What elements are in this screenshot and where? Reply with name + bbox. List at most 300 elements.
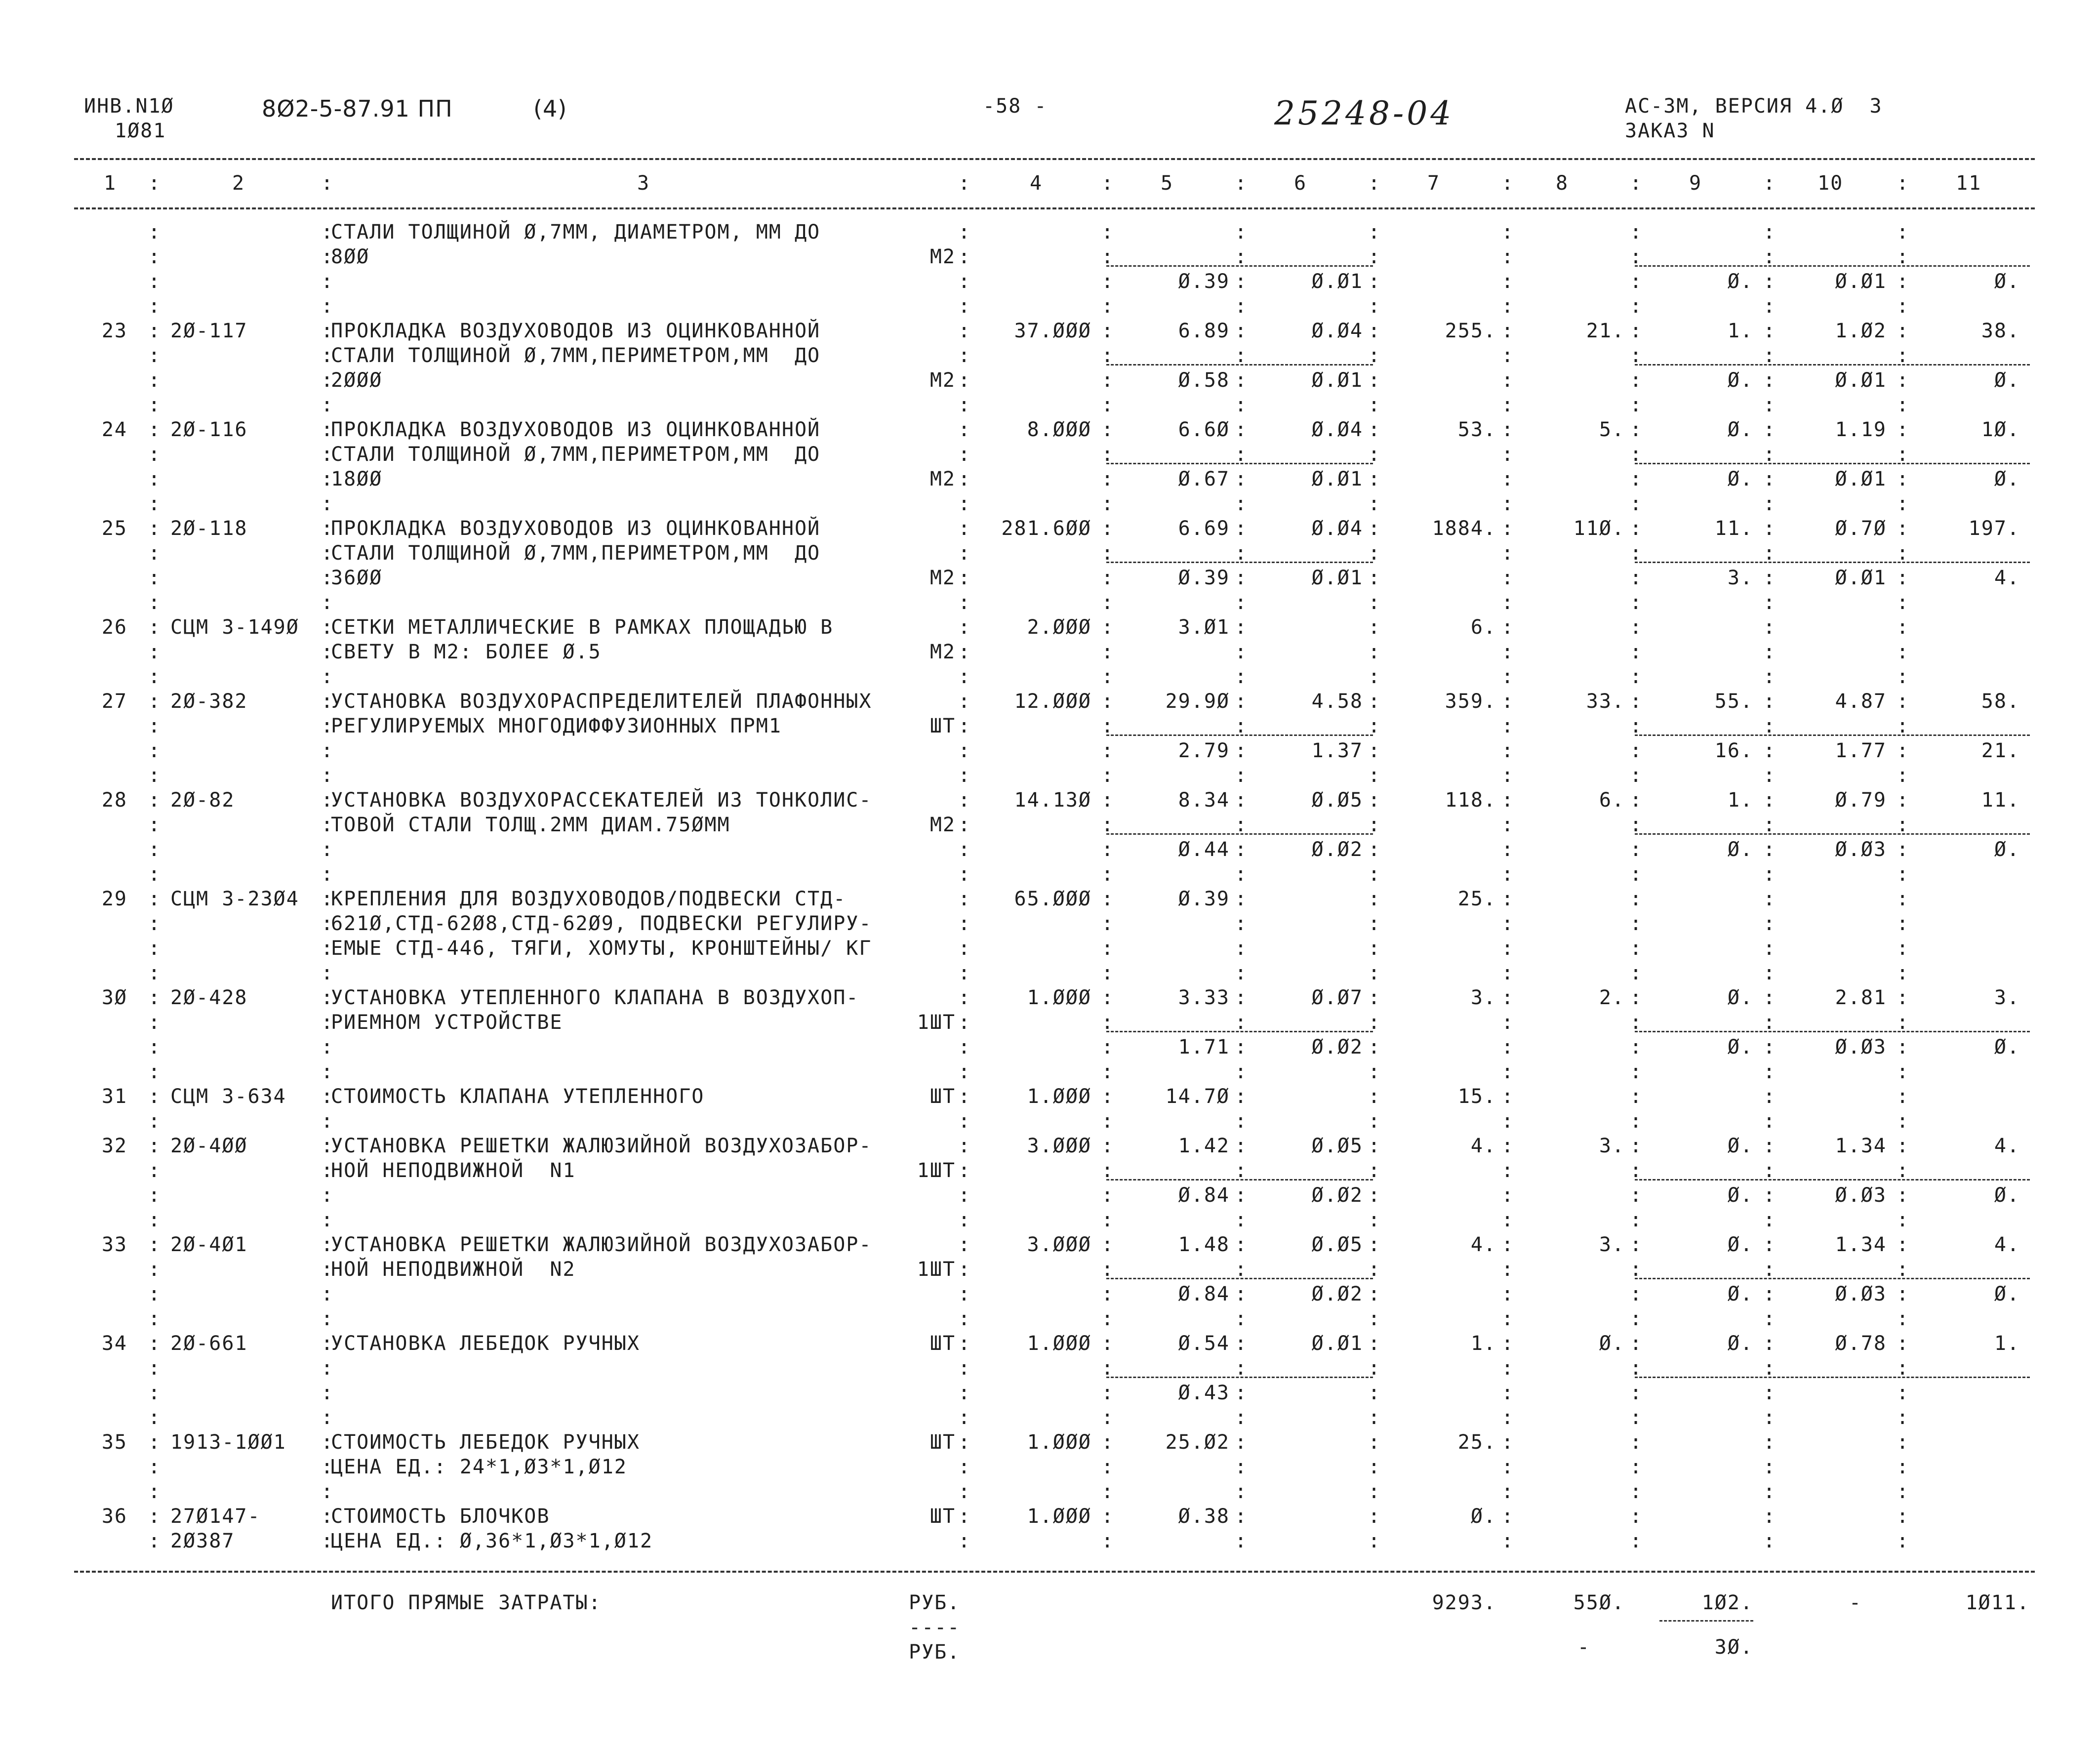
column-separator: : — [148, 369, 161, 392]
row-value-c10: Ø.78 — [1835, 1332, 1887, 1355]
row-description: СТАЛИ ТОЛЩИНОЙ Ø,7ММ,ПЕРИМЕТРОМ,ММ ДО — [331, 443, 821, 466]
row-sub-value-c10: Ø.Ø1 — [1835, 567, 1887, 589]
column-separator: : — [1763, 665, 1776, 688]
row-unit: 1ШТ — [917, 1011, 956, 1034]
column-separator: : — [1763, 221, 1776, 244]
column-separator: : — [1235, 962, 1247, 984]
column-separator: : — [321, 888, 333, 910]
column-separator: : — [148, 1456, 161, 1478]
row-value-c8: 2. — [1599, 986, 1625, 1009]
column-separator: : — [1235, 1283, 1247, 1305]
row-code: СЦМ 3-149Ø — [170, 616, 299, 639]
column-separator: : — [321, 1110, 333, 1133]
column-separator: : — [321, 172, 333, 195]
row-value-c7: 255. — [1445, 320, 1496, 342]
column-separator: : — [1501, 344, 1514, 367]
column-separator: : — [1368, 814, 1380, 836]
column-separator: : — [1235, 863, 1247, 886]
column-separator: : — [148, 517, 161, 540]
column-separator: : — [1763, 1332, 1776, 1355]
column-separator: : — [1101, 641, 1114, 663]
column-separator: : — [148, 394, 161, 416]
column-separator: : — [958, 1505, 970, 1528]
column-separator: : — [321, 344, 333, 367]
column-separator: : — [148, 1060, 161, 1083]
column-separator: : — [321, 320, 333, 342]
column-separator: : — [1235, 468, 1247, 490]
column-separator: : — [321, 245, 333, 268]
row-value-c11: 11. — [1981, 789, 2020, 812]
column-separator: : — [1101, 1283, 1114, 1305]
column-separator: : — [148, 1209, 161, 1231]
column-header-9: 9 — [1689, 172, 1702, 195]
row-sub-value-c5: Ø.44 — [1178, 838, 1230, 861]
column-separator: : — [148, 1159, 161, 1182]
column-separator: : — [1235, 1357, 1247, 1380]
column-separator: : — [1897, 789, 1909, 812]
row-value-c8: 3. — [1599, 1135, 1625, 1157]
row-quantity: 12.ØØØ — [1014, 690, 1091, 713]
column-separator: : — [1763, 245, 1776, 268]
column-separator: : — [1630, 641, 1642, 663]
column-separator: : — [1235, 1184, 1247, 1207]
column-separator: : — [1897, 1480, 1909, 1503]
row-value-c9: 1. — [1727, 789, 1753, 812]
column-separator: : — [1763, 1530, 1776, 1552]
row-sub-value-c9: Ø. — [1727, 270, 1753, 293]
row-value-c10: 1.34 — [1835, 1233, 1887, 1256]
row-description: РЕГУЛИРУЕМЫХ МНОГОДИФФУЗИОННЫХ ПРМ1 — [331, 715, 782, 737]
column-separator: : — [1501, 1431, 1514, 1454]
order-label: ЗАКАЗ N — [1625, 120, 1715, 142]
column-separator: : — [1368, 468, 1380, 490]
row-value-c5: 3.33 — [1178, 986, 1230, 1009]
column-separator: : — [321, 270, 333, 293]
column-separator: : — [1630, 591, 1642, 614]
column-separator: : — [321, 814, 333, 836]
column-separator: : — [1630, 295, 1642, 318]
row-sub-value-c5: Ø.58 — [1178, 369, 1230, 392]
row-quantity: 3.ØØØ — [1027, 1135, 1091, 1157]
column-separator: : — [1897, 764, 1909, 787]
column-separator: : — [958, 1209, 970, 1231]
column-separator: : — [958, 641, 970, 663]
column-separator: : — [1897, 443, 1909, 466]
column-separator: : — [1897, 1382, 1909, 1404]
row-value-c5: Ø.54 — [1178, 1332, 1230, 1355]
subtotal-rule — [1635, 1278, 2030, 1279]
column-separator: : — [1897, 295, 1909, 318]
column-separator: : — [148, 937, 161, 960]
column-separator: : — [1101, 665, 1114, 688]
column-separator: : — [1630, 764, 1642, 787]
row-code: СЦМ 3-23Ø4 — [170, 888, 299, 910]
column-separator: : — [1763, 1258, 1776, 1281]
column-separator: : — [1897, 863, 1909, 886]
row-description: УСТАНОВКА ВОЗДУХОРАССЕКАТЕЛЕЙ ИЗ ТОНКОЛИС- — [331, 789, 872, 812]
column-separator: : — [1101, 789, 1114, 812]
column-separator: : — [1897, 320, 1909, 342]
column-separator: : — [1101, 1530, 1114, 1552]
column-separator: : — [1368, 1184, 1380, 1207]
column-separator: : — [1763, 715, 1776, 737]
row-quantity: 37.ØØØ — [1014, 320, 1091, 342]
column-separator: : — [1368, 295, 1380, 318]
column-separator: : — [1101, 1307, 1114, 1330]
column-separator: : — [1101, 1332, 1114, 1355]
column-separator: : — [1630, 221, 1642, 244]
column-separator: : — [1101, 1135, 1114, 1157]
row-value-c7: 15. — [1457, 1085, 1496, 1108]
column-separator: : — [1897, 1406, 1909, 1429]
column-separator: : — [1368, 764, 1380, 787]
column-separator: : — [1101, 912, 1114, 935]
column-separator: : — [321, 764, 333, 787]
column-separator: : — [1235, 1036, 1247, 1058]
column-separator: : — [1763, 888, 1776, 910]
row-value-c7: 53. — [1457, 418, 1496, 441]
row-quantity: 1.ØØØ — [1027, 1085, 1091, 1108]
column-separator: : — [1235, 1110, 1247, 1133]
row-unit: М2 — [929, 814, 956, 836]
row-sub-value-c10: Ø.Ø3 — [1835, 1283, 1887, 1305]
row-description: УСТАНОВКА ЛЕБЕДОК РУЧНЫХ — [331, 1332, 640, 1355]
column-separator: : — [1763, 517, 1776, 540]
column-header-5: 5 — [1161, 172, 1174, 195]
column-separator: : — [1630, 616, 1642, 639]
column-separator: : — [1101, 1110, 1114, 1133]
column-header-3: 3 — [637, 172, 650, 195]
row-sub-value-c5: Ø.84 — [1178, 1184, 1230, 1207]
column-separator: : — [958, 1159, 970, 1182]
column-separator: : — [148, 690, 161, 713]
column-separator: : — [1101, 986, 1114, 1009]
row-sub-value-c6: Ø.Ø2 — [1311, 1036, 1363, 1058]
column-separator: : — [321, 1184, 333, 1207]
row-value-c10: Ø.7Ø — [1835, 517, 1887, 540]
column-separator: : — [1368, 641, 1380, 663]
row-value-c6: Ø.Ø5 — [1311, 1135, 1363, 1157]
column-separator: : — [1630, 443, 1642, 466]
row-value-c11: 197. — [1968, 517, 2020, 540]
column-separator: : — [321, 690, 333, 713]
row-description: СТОИМОСТЬ КЛАПАНА УТЕПЛЕННОГО — [331, 1085, 705, 1108]
column-separator: : — [1630, 418, 1642, 441]
column-separator: : — [1501, 912, 1514, 935]
column-separator: : — [1501, 1258, 1514, 1281]
column-separator: : — [321, 863, 333, 886]
column-separator: : — [1235, 245, 1247, 268]
column-separator: : — [1368, 739, 1380, 762]
row-value-c7: 1884. — [1432, 517, 1496, 540]
order-number-handwritten: 25248-04 — [1274, 94, 1454, 132]
row-number: 23 — [101, 320, 127, 342]
column-separator: : — [1101, 1011, 1114, 1034]
column-separator: : — [1368, 937, 1380, 960]
row-sub-value-c9: Ø. — [1727, 369, 1753, 392]
column-separator: : — [1235, 394, 1247, 416]
column-separator: : — [1101, 838, 1114, 861]
column-separator: : — [1897, 1085, 1909, 1108]
row-sub-value-c6: Ø.Ø2 — [1311, 1283, 1363, 1305]
column-separator: : — [1235, 591, 1247, 614]
row-sub-value-c9: Ø. — [1727, 1036, 1753, 1058]
volume-number: (4) — [533, 95, 567, 122]
row-sub-value-c11: Ø. — [1994, 1184, 2020, 1207]
column-separator: : — [321, 1135, 333, 1157]
column-separator: : — [1501, 245, 1514, 268]
column-separator: : — [321, 1233, 333, 1256]
column-separator: : — [1501, 1036, 1514, 1058]
column-separator: : — [1368, 1480, 1380, 1503]
column-separator: : — [1501, 1159, 1514, 1182]
column-separator: : — [1235, 616, 1247, 639]
column-separator: : — [1235, 270, 1247, 293]
totals-c9-second: 3Ø. — [1714, 1636, 1753, 1659]
row-value-c7: 25. — [1457, 888, 1496, 910]
column-separator: : — [958, 1135, 970, 1157]
column-separator: : — [321, 1283, 333, 1305]
row-value-c5: 14.7Ø — [1165, 1085, 1230, 1108]
column-separator: : — [1897, 1530, 1909, 1552]
column-separator: : — [958, 888, 970, 910]
column-separator: : — [148, 443, 161, 466]
column-separator: : — [1501, 443, 1514, 466]
row-value-c9: Ø. — [1727, 1233, 1753, 1256]
column-separator: : — [1897, 641, 1909, 663]
column-separator: : — [1897, 690, 1909, 713]
column-separator: : — [1368, 245, 1380, 268]
row-number: 24 — [101, 418, 127, 441]
column-separator: : — [1501, 1332, 1514, 1355]
column-header-7: 7 — [1427, 172, 1441, 195]
row-sub-value-c6: 1.37 — [1311, 739, 1363, 762]
column-separator: : — [958, 1456, 970, 1478]
column-separator: : — [148, 418, 161, 441]
column-separator: : — [321, 468, 333, 490]
column-separator: : — [958, 468, 970, 490]
column-separator: : — [1897, 542, 1909, 565]
column-separator: : — [1235, 814, 1247, 836]
subtotal-rule — [1106, 265, 1373, 267]
row-value-c8: 33. — [1586, 690, 1625, 713]
row-number: 26 — [101, 616, 127, 639]
row-unit: М2 — [929, 245, 956, 268]
row-sub-value-c11: Ø. — [1994, 369, 2020, 392]
column-separator: : — [1763, 1110, 1776, 1133]
column-header-8: 8 — [1556, 172, 1569, 195]
column-separator: : — [958, 245, 970, 268]
column-separator: : — [1630, 344, 1642, 367]
column-separator: : — [1630, 1307, 1642, 1330]
column-separator: : — [1763, 1406, 1776, 1429]
column-separator: : — [1763, 1135, 1776, 1157]
row-sub-value-c10: Ø.Ø3 — [1835, 1036, 1887, 1058]
column-separator: : — [321, 443, 333, 466]
column-separator: : — [1101, 591, 1114, 614]
column-separator: : — [1368, 172, 1380, 195]
column-separator: : — [321, 1307, 333, 1330]
column-separator: : — [1368, 1110, 1380, 1133]
system-version: АС-3М, ВЕРСИЯ 4.Ø 3 — [1625, 95, 1883, 118]
row-value-c6: Ø.Ø5 — [1311, 789, 1363, 812]
subtotal-rule — [1635, 1179, 2030, 1180]
column-separator: : — [958, 542, 970, 565]
column-separator: : — [1368, 1085, 1380, 1108]
row-code: 2Ø-116 — [170, 418, 248, 441]
row-code: 2Ø387 — [170, 1530, 235, 1552]
column-separator: : — [321, 1530, 333, 1552]
column-separator: : — [1763, 838, 1776, 861]
row-value-c6: Ø.Ø5 — [1311, 1233, 1363, 1256]
column-separator: : — [1501, 418, 1514, 441]
row-sub-value-c5: Ø.39 — [1178, 567, 1230, 589]
row-value-c9: Ø. — [1727, 986, 1753, 1009]
subtotal-rule — [1635, 463, 2030, 464]
column-separator: : — [148, 1011, 161, 1034]
column-separator: : — [1763, 443, 1776, 466]
row-sub-value-c10: Ø.Ø3 — [1835, 838, 1887, 861]
column-separator: : — [321, 715, 333, 737]
column-separator: : — [1763, 418, 1776, 441]
row-sub-value-c5: 2.79 — [1178, 739, 1230, 762]
row-description: УСТАНОВКА РЕШЕТКИ ЖАЛЮЗИЙНОЙ ВОЗДУХОЗАБОР- — [331, 1135, 872, 1157]
column-separator: : — [958, 739, 970, 762]
column-separator: : — [1630, 1357, 1642, 1380]
column-separator: : — [1630, 1530, 1642, 1552]
column-separator: : — [1368, 1233, 1380, 1256]
row-value-c8: 5. — [1599, 418, 1625, 441]
column-separator: : — [1501, 1456, 1514, 1478]
column-separator: : — [321, 937, 333, 960]
row-value-c7: Ø. — [1470, 1505, 1496, 1528]
column-separator: : — [1368, 394, 1380, 416]
column-separator: : — [1897, 270, 1909, 293]
column-separator: : — [1630, 739, 1642, 762]
row-description: ПРОКЛАДКА ВОЗДУХОВОДОВ ИЗ ОЦИНКОВАННОЙ — [331, 320, 821, 342]
column-separator: : — [958, 591, 970, 614]
column-separator: : — [1501, 616, 1514, 639]
row-unit: М2 — [929, 641, 956, 663]
row-code: 1913-1ØØ1 — [170, 1431, 286, 1454]
column-separator: : — [1763, 1357, 1776, 1380]
row-unit-price: ЦЕНА ЕД.: Ø,36*1,Ø3*1,Ø12 — [331, 1530, 653, 1552]
column-separator: : — [1763, 1209, 1776, 1231]
column-separator: : — [1897, 394, 1909, 416]
column-separator: : — [1630, 1184, 1642, 1207]
row-value-c9: Ø. — [1727, 1332, 1753, 1355]
column-separator: : — [1101, 1159, 1114, 1182]
column-separator: : — [1630, 1036, 1642, 1058]
column-separator: : — [1101, 616, 1114, 639]
column-separator: : — [1897, 1036, 1909, 1058]
column-separator: : — [1101, 1505, 1114, 1528]
row-description: ЕМЫЕ СТД-446, ТЯГИ, ХОМУТЫ, КРОНШТЕЙНЫ/ КГ — [331, 937, 872, 960]
column-separator: : — [1101, 468, 1114, 490]
column-separator: : — [1763, 1307, 1776, 1330]
column-header-10: 10 — [1817, 172, 1844, 195]
column-separator: : — [148, 1431, 161, 1454]
column-separator: : — [1897, 418, 1909, 441]
column-separator: : — [1101, 295, 1114, 318]
column-separator: : — [321, 962, 333, 984]
column-separator: : — [1763, 542, 1776, 565]
column-separator: : — [1897, 1060, 1909, 1083]
subtotal-rule — [1106, 734, 1373, 736]
row-value-c11: 1. — [1994, 1332, 2020, 1355]
column-separator: : — [1101, 492, 1114, 515]
column-separator: : — [1235, 492, 1247, 515]
column-separator: : — [1101, 1480, 1114, 1503]
column-separator: : — [148, 1258, 161, 1281]
column-separator: : — [1630, 937, 1642, 960]
column-separator: : — [1897, 616, 1909, 639]
column-separator: : — [1368, 888, 1380, 910]
column-separator: : — [1101, 542, 1114, 565]
column-separator: : — [1235, 1159, 1247, 1182]
column-separator: : — [321, 221, 333, 244]
column-separator: : — [958, 270, 970, 293]
column-separator: : — [1501, 690, 1514, 713]
column-separator: : — [1501, 1233, 1514, 1256]
column-separator: : — [958, 937, 970, 960]
row-description: УСТАНОВКА УТЕПЛЕННОГО КЛАПАНА В ВОЗДУХОП- — [331, 986, 859, 1009]
row-value-c7: 3. — [1470, 986, 1496, 1009]
row-value-c11: 58. — [1981, 690, 2020, 713]
row-value-c5: 6.89 — [1178, 320, 1230, 342]
column-separator: : — [1630, 789, 1642, 812]
column-separator: : — [148, 616, 161, 639]
column-separator: : — [958, 492, 970, 515]
column-separator: : — [321, 665, 333, 688]
column-separator: : — [321, 1209, 333, 1231]
column-separator: : — [321, 1406, 333, 1429]
row-value-c6: Ø.Ø1 — [1311, 1332, 1363, 1355]
column-separator: : — [1897, 838, 1909, 861]
column-separator: : — [148, 1036, 161, 1058]
totals-label: ИТОГО ПРЯМЫЕ ЗАТРАТЫ: — [331, 1591, 602, 1614]
row-value-c10: 1.Ø2 — [1835, 320, 1887, 342]
column-separator: : — [1897, 1357, 1909, 1380]
column-separator: : — [148, 888, 161, 910]
row-sub-value-c11: Ø. — [1994, 468, 2020, 490]
row-value-c5: 6.69 — [1178, 517, 1230, 540]
row-sub-value-c6: Ø.Ø1 — [1311, 369, 1363, 392]
column-separator: : — [1101, 1233, 1114, 1256]
column-separator: : — [1897, 962, 1909, 984]
row-sub-value-c5: Ø.67 — [1178, 468, 1230, 490]
column-separator: : — [1630, 1283, 1642, 1305]
totals-c9: 1Ø2. — [1701, 1591, 1753, 1614]
column-separator: : — [1101, 739, 1114, 762]
column-separator: : — [148, 863, 161, 886]
row-sub-value-c10: Ø.Ø1 — [1835, 270, 1887, 293]
inventory-number: 1Ø81 — [115, 120, 166, 142]
column-separator: : — [148, 591, 161, 614]
column-separator: : — [1501, 468, 1514, 490]
column-separator: : — [958, 1307, 970, 1330]
column-separator: : — [958, 1480, 970, 1503]
column-separator: : — [1501, 369, 1514, 392]
row-description: УСТАНОВКА РЕШЕТКИ ЖАЛЮЗИЙНОЙ ВОЗДУХОЗАБОР- — [331, 1233, 872, 1256]
column-separator: : — [1101, 1382, 1114, 1404]
row-value-c8: 3. — [1599, 1233, 1625, 1256]
column-separator: : — [148, 814, 161, 836]
row-description: РИЕМНОМ УСТРОЙСТВЕ — [331, 1011, 563, 1034]
row-unit: ШТ — [929, 1332, 956, 1355]
row-sub-value-c5: Ø.39 — [1178, 270, 1230, 293]
column-separator: : — [958, 221, 970, 244]
